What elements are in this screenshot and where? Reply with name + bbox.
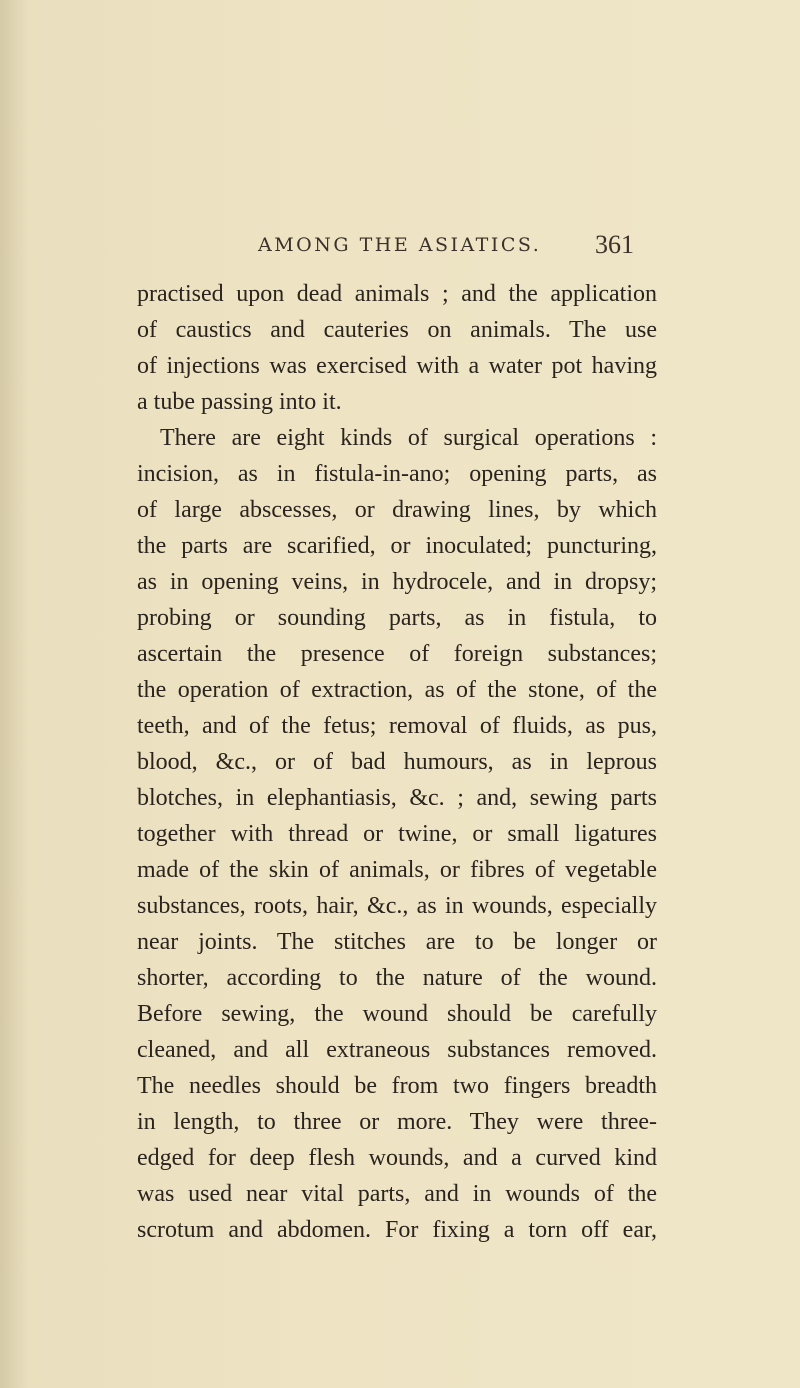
text-line: blotches, in elephantiasis, &c. ; and, sewing parts	[137, 785, 657, 811]
page-gutter-shadow	[0, 0, 28, 1388]
page-number: 361	[595, 230, 634, 259]
text-line: ascertain the presence of foreign substances;	[137, 641, 657, 667]
text-line: teeth, and of the fetus; removal of fluids, as pus,	[137, 713, 657, 739]
text-line: near joints. The stitches are to be longer or	[137, 929, 657, 955]
text-line: of caustics and cauteries on animals. The use	[137, 317, 657, 343]
text-line: cleaned, and all extraneous substances removed.	[137, 1037, 657, 1063]
running-head	[0, 232, 800, 262]
text-line: shorter, according to the nature of the wound.	[137, 965, 657, 991]
text-line: made of the skin of animals, or fibres of vegetable	[137, 857, 657, 883]
text-line: incision, as in fistula-in-ano; opening parts, as	[137, 461, 657, 487]
text-line: blood, &c., or of bad humours, as in leprous	[137, 749, 657, 775]
text-line: as in opening veins, in hydrocele, and in dropsy;	[137, 569, 657, 595]
text-line: together with thread or twine, or small ligatures	[137, 821, 657, 847]
text-line: probing or sounding parts, as in fistula, to	[137, 605, 657, 631]
text-line: Before sewing, the wound should be carefully	[137, 1001, 657, 1027]
text-line: There are eight kinds of surgical operations :	[160, 425, 657, 451]
text-line: of injections was exercised with a water pot having	[137, 353, 657, 379]
text-line: a tube passing into it.	[137, 389, 342, 415]
text-line: The needles should be from two fingers breadth	[137, 1073, 657, 1099]
text-line: scrotum and abdomen. For fixing a torn off ear,	[137, 1217, 657, 1243]
text-line: the operation of extraction, as of the stone, of the	[137, 677, 657, 703]
text-line: edged for deep flesh wounds, and a curved kind	[137, 1145, 657, 1171]
text-line: practised upon dead animals ; and the application	[137, 281, 657, 307]
text-line: in length, to three or more. They were three-	[137, 1109, 657, 1135]
text-line: substances, roots, hair, &c., as in wounds, especially	[137, 893, 657, 919]
text-line: the parts are scarified, or inoculated; puncturing,	[137, 533, 657, 559]
running-head-title: AMONG THE ASIATICS.	[258, 234, 542, 256]
text-line: of large abscesses, or drawing lines, by which	[137, 497, 657, 523]
text-line: was used near vital parts, and in wounds of the	[137, 1181, 657, 1207]
